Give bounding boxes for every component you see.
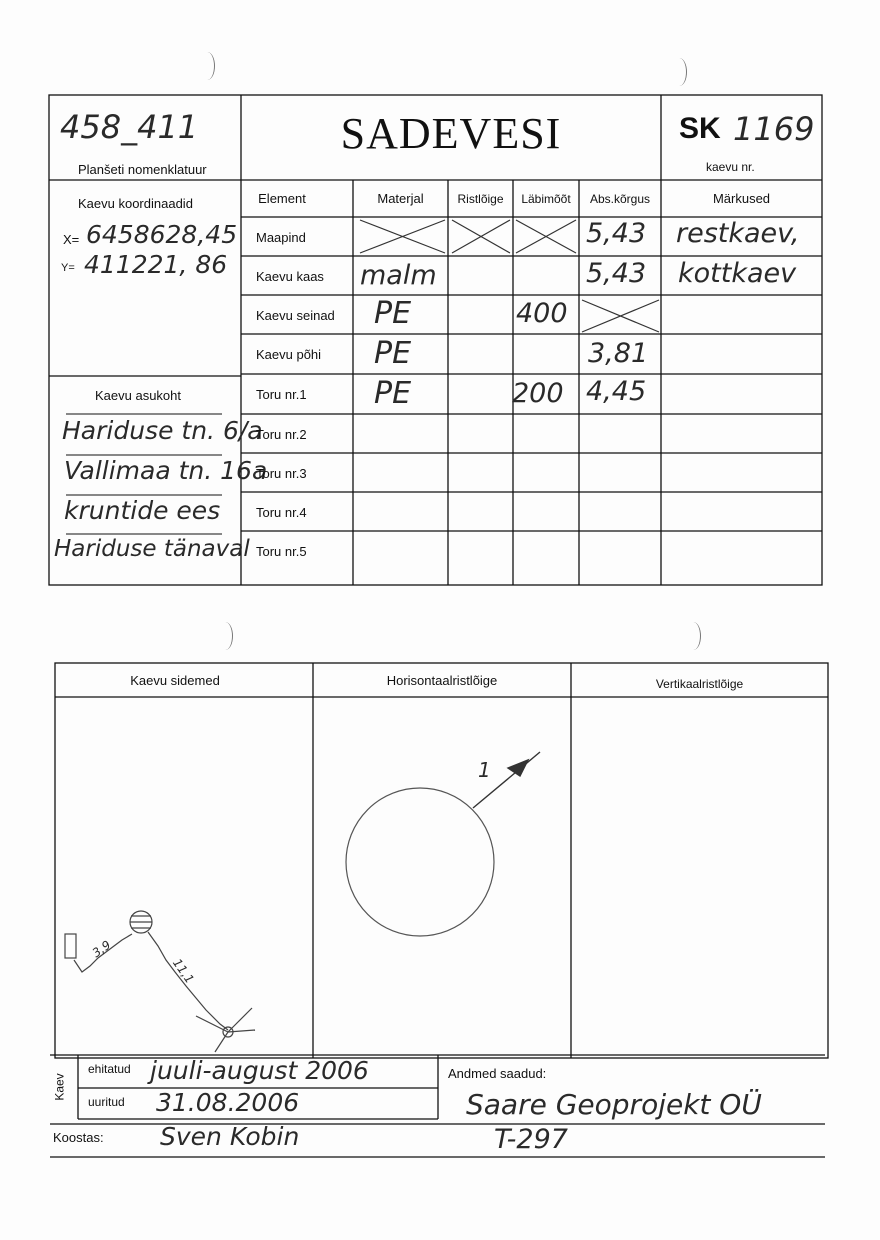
side-label: Kaev [52, 1073, 67, 1101]
col-header-notes: Märkused [712, 191, 771, 206]
distance-label: 3,9 [89, 937, 114, 961]
y-prefix: Y= [61, 262, 75, 274]
measured-value: 31.08.2006 [156, 1088, 300, 1117]
page-title: SADEVESI [340, 109, 562, 158]
x-coordinate-value: 6458628,45 [86, 220, 238, 249]
col-header-connections: Kaevu sidemed [130, 672, 220, 688]
row-label: Kaevu kaas [256, 269, 324, 284]
location-line-1: Hariduse tn. 6/a [62, 416, 263, 445]
sheet-nomenclature-label: Planšeti nomenklatuur [78, 162, 207, 177]
connection-sketch [65, 911, 255, 1052]
material-value: malm [360, 260, 437, 291]
abs-height-value: 3,81 [588, 338, 649, 369]
location-line-4: Hariduse tänaval [54, 536, 250, 562]
manhole-circle [346, 788, 494, 936]
x-prefix: X= [63, 232, 80, 247]
row-label: Maapind [256, 230, 306, 245]
row-label: Toru nr.3 [256, 466, 307, 481]
location-label: Kaevu asukoht [95, 388, 182, 403]
col-header-horizontal-section: Horisontaalristlõige [386, 672, 498, 688]
distance-label: 11,1 [169, 956, 197, 986]
coordinates-label: Kaevu koordinaadid [78, 196, 193, 211]
col-header-vertical-section: Vertikaalristlõige [655, 677, 744, 691]
material-value: PE [374, 376, 412, 411]
measured-label: uuritud [88, 1095, 125, 1109]
diameter-value: 400 [516, 298, 568, 329]
col-header-section: Ristlõige [457, 191, 504, 206]
row-label: Kaevu seinad [256, 308, 335, 323]
row-label: Toru nr.5 [256, 544, 307, 559]
sheet-nomenclature-value: 458_411 [60, 108, 199, 146]
well-number-value: 1169 [733, 110, 815, 148]
built-value: juuli-august 2006 [150, 1056, 369, 1085]
pipe-number-label: 1 [478, 758, 491, 782]
abs-height-value: 5,43 [586, 258, 647, 289]
row-label: Toru nr.1 [256, 387, 307, 402]
well-number-label: kaevu nr. [706, 160, 755, 174]
row-label: Toru nr.2 [256, 427, 307, 442]
material-value: PE [374, 336, 412, 371]
location-line-3: kruntide ees [64, 496, 221, 525]
location-line-2: Vallimaa tn. 16a [64, 456, 268, 485]
col-header-diameter: Läbimõõt [521, 191, 571, 206]
author-value: Sven Kobin [160, 1122, 300, 1151]
well-prefix: SK [679, 112, 721, 145]
diameter-value: 200 [512, 378, 564, 409]
y-coordinate-value: 411221, 86 [84, 250, 228, 279]
col-header-abs-height: Abs.kõrgus [589, 191, 651, 206]
reference-value: T-297 [494, 1124, 568, 1155]
built-label: ehitatud [88, 1062, 131, 1076]
material-value: PE [374, 296, 412, 331]
note-value: restkaev, [676, 218, 800, 249]
note-value: kottkaev [678, 258, 797, 289]
data-source-label: Andmed saadud: [448, 1066, 547, 1081]
abs-height-value: 5,43 [586, 218, 647, 249]
author-label: Koostas: [53, 1130, 104, 1145]
data-source-value: Saare Geoprojekt OÜ [466, 1088, 762, 1121]
abs-height-value: 4,45 [586, 376, 647, 407]
col-header-element: Element [258, 191, 306, 206]
row-label: Toru nr.4 [256, 505, 307, 520]
col-header-material: Materjal [377, 191, 424, 206]
row-label: Kaevu põhi [256, 347, 322, 362]
